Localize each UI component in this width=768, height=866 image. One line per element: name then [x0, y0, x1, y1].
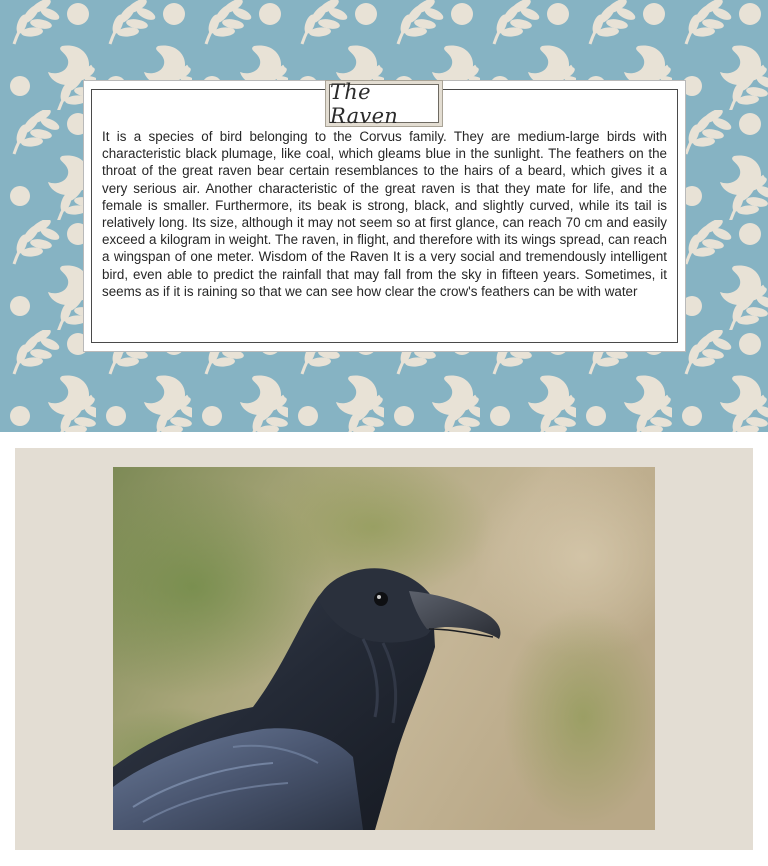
raven-photo: [113, 467, 655, 830]
raven-photo-image: [113, 467, 655, 830]
title-tab: [325, 80, 443, 127]
slide-title: The Raven: [330, 79, 399, 128]
slide-body-text: It is a species of bird belonging to the Corvus family. They are medium-large birds with characteristic black plumage, like coal, which gleams blue in the sunlight. The feathers on the throat of the great raven bear certain resemblances to the hairs of a beard, which gives it a very serious air. Another characteristic of the great raven is that they mate for life, and the female is smaller. Furthermore, its beak is strong, black, and slightly curved, while its tail is relatively long. Its size, although it may not seem so at first glance, can reach 70 cm and easily exceed a kilogram in weight. The raven, in flight, and therefore with its wings spread, can reach a wingspan of one meter. Wisdom of the Raven It is a very social and tremendously intelligent bird, even able to predict the rainfall that may fall from the sky in fifteen years. Sometimes, it seems as if it is raining so that we can see how clear the crow's feathers can be with water: [102, 129, 667, 299]
title-tab-inner: [329, 79, 439, 128]
